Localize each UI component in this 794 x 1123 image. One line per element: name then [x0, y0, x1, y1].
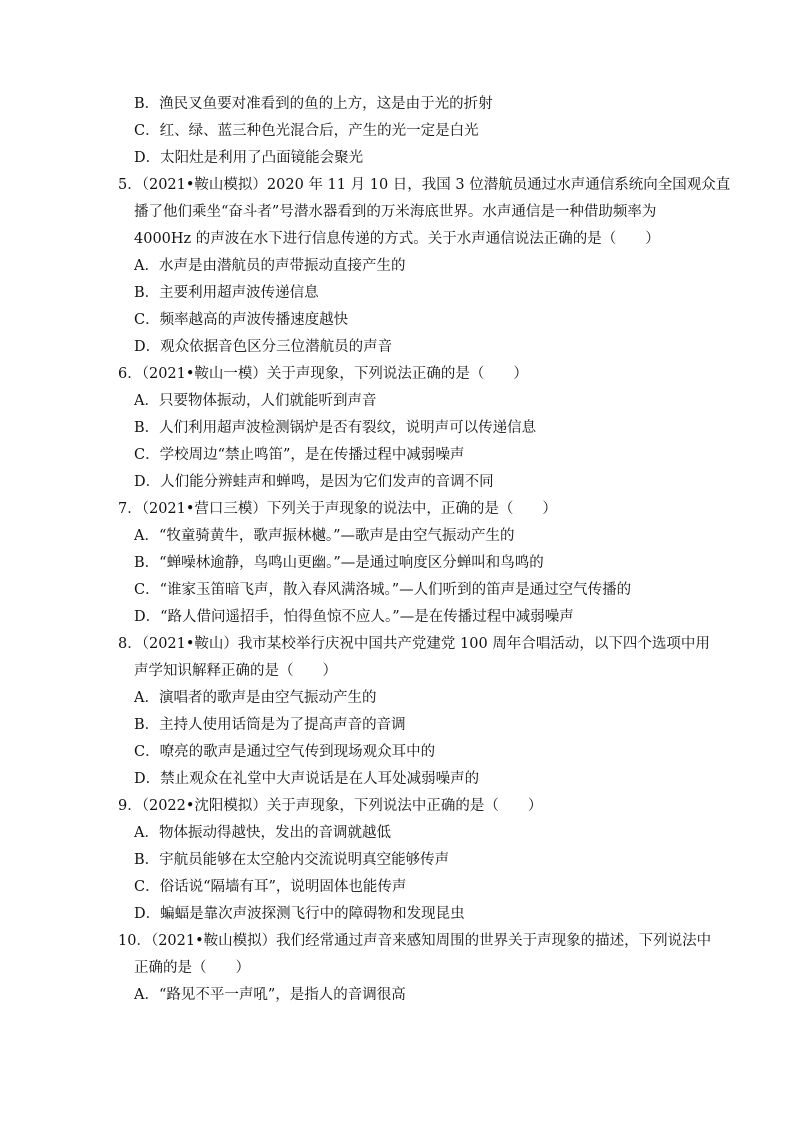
q7-option-c: C．“谁家玉笛暗飞声，散入春风满洛城。”—人们听到的笛声是通过空气传播的	[134, 582, 632, 598]
q6-option-d: D．人们能分辨蛙声和蝉鸣，是因为它们发声的音调不同	[134, 474, 494, 490]
q8-option-c: C．嘹亮的歌声是通过空气传到现场观众耳中的	[134, 744, 436, 760]
q8-option-d: D．禁止观众在礼堂中大声说话是在人耳处减弱噪声的	[134, 771, 480, 787]
q8-option-b: B．主持人使用话筒是为了提高声音的音调	[134, 717, 406, 733]
q7-option-a: A．“牧童骑黄牛，歌声振林樾。”—歌声是由空气振动产生的	[134, 528, 515, 544]
q5-option-c: C．频率越高的声波传播速度越快	[134, 312, 349, 328]
q5-option-b: B．主要利用超声波传递信息	[134, 285, 319, 301]
q8-option-a: A．演唱者的歌声是由空气振动产生的	[134, 690, 377, 706]
q10-stem-line-2: 正确的是（ ）	[134, 960, 250, 976]
q7-stem: 7．（2021•营口三模）下列关于声现象的说法中，正确的是（ ）	[118, 501, 557, 517]
q9-option-b: B．宇航员能够在太空舱内交流说明真空能够传声	[134, 852, 450, 868]
q8-stem-line-1: 8．（2021•鞍山）我市某校举行庆祝中国共产党建党 100 周年合唱活动，以下四个选项中用	[118, 636, 710, 652]
q4-option-d: D．太阳灶是利用了凸面镜能会聚光	[134, 150, 364, 166]
q10-option-a: A．“路见不平一声吼”，是指人的音调很高	[134, 987, 406, 1003]
q4-option-c: C．红、绿、蓝三种色光混合后，产生的光一定是白光	[134, 123, 479, 139]
q9-option-d: D．蝙蝠是靠次声波探测飞行中的障碍物和发现昆虫	[134, 906, 465, 922]
q5-stem-line-3: 4000Hz 的声波在水下进行信息传递的方式。关于水声通信说法正确的是（ ）	[134, 231, 660, 247]
q6-option-b: B．人们利用超声波检测锅炉是否有裂纹，说明声可以传递信息	[134, 420, 537, 436]
q6-option-c: C．学校周边“禁止鸣笛”，是在传播过程中减弱噪声	[134, 447, 465, 463]
q5-stem-line-1: 5．（2021•鞍山模拟）2020 年 11 月 10 日，我国 3 位潜航员通过水声通信系统向全国观众直	[118, 177, 731, 193]
q6-option-a: A．只要物体振动，人们就能听到声音	[134, 393, 377, 409]
q9-stem: 9．（2022•沈阳模拟）关于声现象，下列说法中正确的是（ ）	[118, 798, 543, 814]
q7-option-b: B．“蝉噪林逾静，鸟鸣山更幽。”—是通过响度区分蝉叫和鸟鸣的	[134, 555, 544, 571]
q6-stem: 6．（2021•鞍山一模）关于声现象，下列说法正确的是（ ）	[118, 366, 528, 382]
q8-stem-line-2: 声学知识解释正确的是（ ）	[134, 663, 337, 679]
q4-option-b: B．渔民叉鱼要对准看到的鱼的上方，这是由于光的折射	[134, 96, 493, 112]
q5-stem-line-2: 播了他们乘坐“奋斗者”号潜水器看到的万米海底世界。水声通信是一种借助频率为	[134, 204, 657, 220]
q7-option-d: D．“路人借问遥招手，怕得鱼惊不应人。”—是在传播过程中减弱噪声	[134, 609, 574, 625]
q10-stem-line-1: 10．（2021•鞍山模拟）我们经常通过声音来感知周围的世界关于声现象的描述，下列说法中	[118, 933, 712, 949]
q9-option-c: C．俗话说“隔墙有耳”，说明固体也能传声	[134, 879, 407, 895]
q9-option-a: A．物体振动得越快，发出的音调就越低	[134, 825, 391, 841]
q5-option-d: D．观众依据音色区分三位潜航员的声音	[134, 339, 393, 355]
q5-option-a: A．水声是由潜航员的声带振动直接产生的	[134, 258, 406, 274]
